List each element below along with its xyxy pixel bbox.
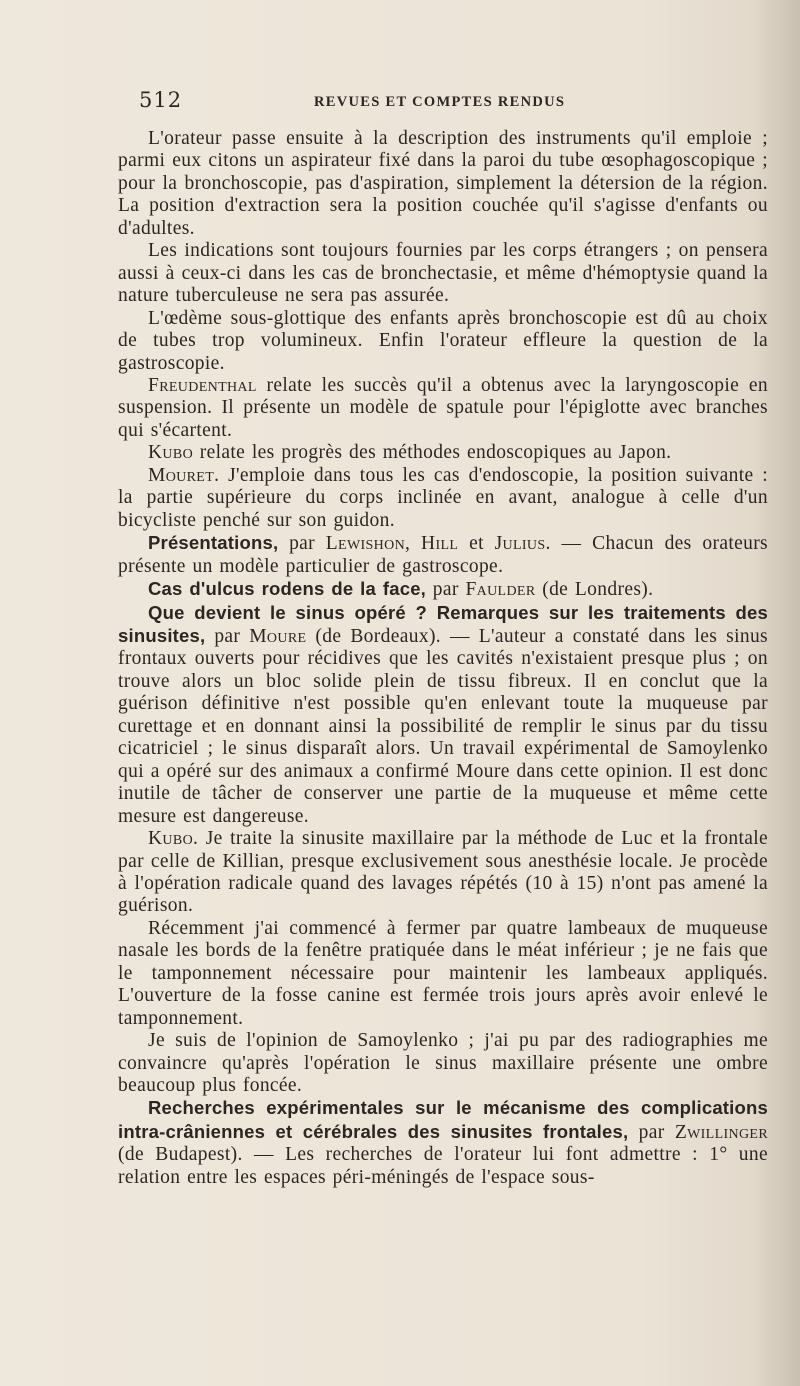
paragraph: Que devient le sinus opéré ? Remarques sur les traitements des sinusites, par Moure (de Bordeaux). — L'auteur a constaté dans les sinus frontaux ouverts pour récidives que les cavités n'existaient presque plus ; on trouve alors un bloc solide plein de tissu fibreux. Il en conclut que la guérison définitive n'est possible qu'en enlevant toute la muqueuse par curettage et en donnant ainsi la possibilité de remplir le sinus par du tissu cicatriciel ; le sinus disparaît alors. Un travail expérimental de Samoylenko qui a opéré sur des animaux a confirmé Moure dans cette opinion. Il est donc inutile de tâcher de conserver une partie de la muqueuse et même cette mesure est dangereuse. <box>118 601 768 827</box>
paragraph: L'œdème sous-glottique des enfants après bronchoscopie est dû au choix de tubes trop volumineux. Enfin l'orateur effleure la question de la gastroscopie. <box>118 307 768 374</box>
paragraph: L'orateur passe ensuite à la description des instruments qu'il emploie ; parmi eux citons un aspirateur fixé dans la paroi du tube œsophagoscopique ; pour la bronchoscopie, pas d'aspiration, simplement la détersion de la région. La position d'extraction sera la position couchée qu'il s'agisse d'enfants ou d'adultes. <box>118 128 768 239</box>
paragraph: Mouret. J'emploie dans tous les cas d'endoscopie, la position suivante : la partie supérieure du corps inclinée en avant, analogue à celle d'un bicycliste penché sur son guidon. <box>118 464 768 531</box>
section-heading: Que devient le sinus opéré ? Remarques sur les traitements des sinusites, <box>118 601 768 646</box>
author-name: Zwillinger <box>674 1121 769 1143</box>
paragraph: Kubo relate les progrès des méthodes endoscopiques au Japon. <box>148 442 672 464</box>
section-heading: Recherches expérimentales sur le mécanisme des complications intra-crâniennes et cérébrales des sinusites frontales, <box>118 1097 768 1142</box>
author-name: Kubo <box>148 442 194 464</box>
author-name: Freudenthal <box>148 374 257 396</box>
section-heading: Cas d'ulcus rodens de la face, <box>148 578 427 600</box>
paragraph: Présentations, par Lewishon, Hill et Julius. — Chacun des orateurs présente un modèle particulier de gastroscope. <box>118 532 768 577</box>
section-heading: Présentations, <box>148 532 279 554</box>
author-name: Kubo <box>148 828 194 850</box>
page-header <box>117 88 767 116</box>
author-name: Mouret <box>148 464 215 486</box>
paragraph: Les indications sont toujours fournies par les corps étrangers ; on pensera aussi à ceux-ci dans les cas de bronchectasie, et même d'hémoptysie quand la nature tuberculeuse ne sera pas assurée. <box>118 240 768 307</box>
author-name: Julius <box>494 533 546 555</box>
paragraph: Freudenthal relate les succès qu'il a obtenus avec la laryngoscopie en suspension. Il présente un modèle de spatule pour l'épiglotte avec branches qui s'écartent. <box>118 374 768 441</box>
author-name: Moure <box>249 625 307 647</box>
author-name: Lewishon <box>325 533 406 555</box>
body-text <box>118 128 768 1189</box>
paragraph: Récemment j'ai commencé à fermer par quatre lambeaux de muqueuse nasale les bords de la fenêtre pratiquée dans le méat inférieur ; je ne fais que le tamponnement nécessaire pour maintenir les lambeaux appliqués. L'ouverture de la fosse canine est fermée trois jours après avoir enlevé le tamponnement. <box>118 917 768 1029</box>
author-name: Faulder <box>465 579 536 601</box>
paragraph: Kubo. Je traite la sinusite maxillaire par la méthode de Luc et la frontale par celle de Killian, presque exclusivement sous anesthésie locale. Je procède à l'opération radicale quand des lavages répétés (10 à 15) n'ont pas amené la guérison. <box>118 828 768 917</box>
page-number: 512 <box>139 88 183 112</box>
paragraph: Recherches expérimentales sur le mécanisme des complications intra-crâniennes et cérébrales des sinusites frontales, par Zwillinger (de Budapest). — Les recherches de l'orateur lui font admettre : 1° une relation entre les espaces péri-méningés de l'espace sous- <box>118 1097 769 1188</box>
paragraph: Je suis de l'opinion de Samoylenko ; j'ai pu par des radiographies me convaincre qu'après l'opération le sinus maxillaire présente une ombre beaucoup plus foncée. <box>118 1030 768 1097</box>
author-name: Hill <box>421 533 459 555</box>
running-title: REVUES ET COMPTES RENDUS <box>314 94 566 110</box>
paragraph: Cas d'ulcus rodens de la face, par Faulder (de Londres). <box>148 578 654 601</box>
